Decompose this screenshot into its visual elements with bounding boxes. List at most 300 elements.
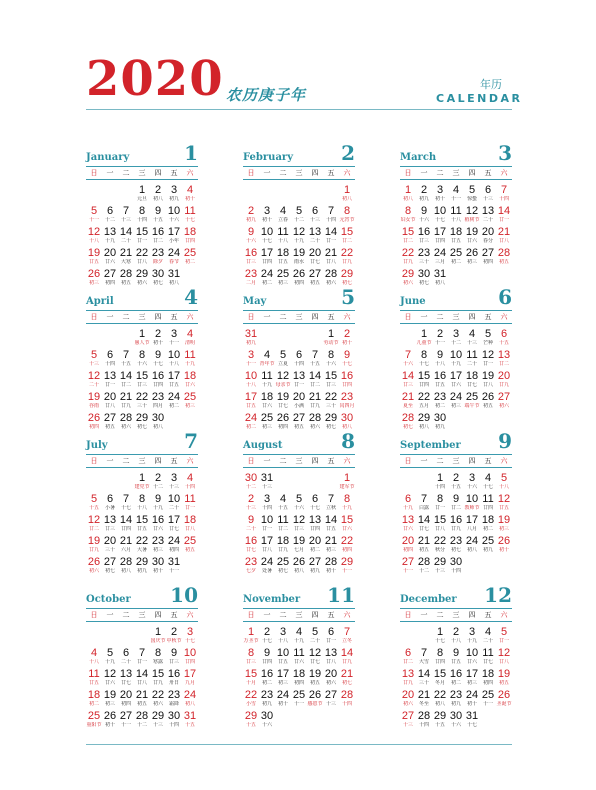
lunar-label: 廿四 [152,382,163,388]
lunar-label: 二月 [245,280,256,286]
day-number: 11 [184,349,196,361]
day-number: 30 [260,710,274,722]
lunar-label: 十八 [277,638,288,644]
lunar-label: 十六 [325,361,336,367]
day-number: 8 [404,205,412,217]
lunar-label: 廿九 [120,403,131,409]
day-number: 18 [183,370,197,382]
day-cell [182,535,198,553]
header-rule [86,109,512,110]
lunar-label: 三十 [418,680,429,686]
day-number: 30 [433,412,447,424]
weekday-header: 一 [420,457,428,465]
weekday-header: 五 [484,457,492,465]
lunar-label: 十四 [418,722,429,728]
weekday-header: 四 [468,457,476,465]
day-number: 31 [465,710,479,722]
day-number: 25 [183,535,197,547]
day-number: 16 [151,226,165,238]
lunar-year: 农历庚子年 [226,86,307,104]
day-number: 5 [90,493,98,505]
lunar-label: 初二 [261,280,272,286]
lunar-label: 初五 [482,403,493,409]
lunar-label: 初六 [402,701,413,707]
weekday-header: 五 [327,611,335,619]
day-cell [339,647,355,665]
lunar-label: 廿九 [402,259,413,265]
day-number: 12 [276,370,290,382]
month-number: 7 [184,429,198,453]
day-number: 22 [135,247,149,259]
lunar-label: 十三 [168,484,179,490]
lunar-label: 十六 [136,361,147,367]
day-number: 15 [244,668,258,680]
day-cell [339,412,355,430]
weekday-header: 四 [468,313,476,321]
lunar-label: 三十 [325,403,336,409]
day-number: 8 [343,493,351,505]
lunar-label: 十三 [245,505,256,511]
day-number: 10 [167,493,181,505]
lunar-label: 三月 [434,259,445,265]
lunar-label: 初五 [309,680,320,686]
lunar-label: 十九 [104,659,115,665]
day-number: 29 [340,556,354,568]
day-number: 16 [167,668,181,680]
day-number: 19 [292,535,306,547]
day-number: 9 [420,205,428,217]
lunar-label: 初七 [341,280,352,286]
lunar-label: 廿四 [341,382,352,388]
lunar-label: 十七 [184,638,195,644]
day-cell [339,205,355,223]
day-cell [339,226,355,244]
month-name: October [86,594,131,605]
day-number: 29 [135,268,149,280]
lunar-label: 十一 [120,722,131,728]
day-number: 26 [497,535,511,547]
weekday-header: 日 [404,169,412,177]
day-number: 8 [436,647,444,659]
weekday-header: 二 [436,611,444,619]
lunar-label: 廿二 [309,382,320,388]
lunar-label: 初十 [152,340,163,346]
lunar-label: 廿五 [277,259,288,265]
lunar-label: 廿一 [136,659,147,665]
month-number: 3 [498,141,512,165]
day-number: 3 [170,184,178,196]
day-number: 31 [167,268,181,280]
lunar-label: 廿四 [434,238,445,244]
lunar-label: 廿六 [450,382,461,388]
day-number: 1 [420,328,428,340]
lunar-label: 初二 [184,259,195,265]
lunar-label: 初三 [104,701,115,707]
weekday-header: 六 [343,611,351,619]
weekday-header: 二 [122,169,130,177]
lunar-label: 廿九 [402,680,413,686]
day-number: 17 [465,514,479,526]
day-number: 20 [324,668,338,680]
day-cell [182,668,198,686]
month-october [86,583,198,730]
month-november [243,583,355,730]
day-number: 26 [497,689,511,701]
lunar-label: 冬至 [418,701,429,707]
day-number: 7 [327,493,335,505]
day-number: 23 [244,268,258,280]
weekday-header: 五 [327,169,335,177]
nianli-label: 年历 [480,78,502,91]
lunar-label: 二十 [482,638,493,644]
lunar-label: 初八 [434,701,445,707]
weekday-header: 一 [420,169,428,177]
day-number: 27 [308,556,322,568]
day-number: 30 [167,710,181,722]
day-number: 30 [151,556,165,568]
day-number: 6 [404,493,412,505]
day-number: 27 [401,710,415,722]
lunar-label: 廿五 [136,526,147,532]
weekday-header: 一 [420,611,428,619]
lunar-label: 十七 [152,361,163,367]
month-name: September [400,440,461,451]
weekday-header: 二 [436,457,444,465]
day-cell [182,328,198,346]
lunar-label: 廿四 [482,505,493,511]
day-number: 13 [324,647,338,659]
lunar-label: 廿六 [152,526,163,532]
day-number: 21 [119,391,133,403]
month-rule-top [400,310,512,311]
lunar-label: 十四 [498,196,509,202]
lunar-label: 廿八 [482,382,493,388]
lunar-label: 十二 [450,340,461,346]
month-rule-bottom [243,621,355,622]
month-rule-bottom [400,621,512,622]
day-cell [182,391,198,409]
lunar-label: 十五 [277,505,288,511]
day-number: 6 [106,349,114,361]
lunar-label: 初七 [104,568,115,574]
lunar-label: 十七 [482,484,493,490]
day-number: 21 [401,391,415,403]
lunar-label: 初五 [498,680,509,686]
day-number: 8 [138,349,146,361]
lunar-label: 初七 [152,280,163,286]
lunar-label: 初四 [402,547,413,553]
day-number: 24 [167,247,181,259]
lunar-label: 廿四 [261,259,272,265]
day-number: 13 [497,349,511,361]
lunar-label: 劳动节 [323,340,339,346]
lunar-label: 廿三 [293,526,304,532]
lunar-label: 初二 [434,403,445,409]
weekday-header: 三 [452,611,460,619]
day-number: 5 [295,493,303,505]
lunar-label: 廿八 [434,526,445,532]
day-number: 6 [311,493,319,505]
lunar-label: 春节 [168,259,179,265]
day-number: 18 [183,514,197,526]
day-number: 8 [138,205,146,217]
month-name: April [86,296,114,307]
year-title: 2020 [86,51,224,107]
day-number: 10 [465,647,479,659]
lunar-label: 初三 [88,280,99,286]
day-number: 19 [308,668,322,680]
day-number: 17 [167,370,181,382]
lunar-label: 十八 [277,238,288,244]
day-cell [496,328,512,346]
day-number: 24 [449,391,463,403]
day-number: 6 [122,647,130,659]
lunar-label: 初八 [341,424,352,430]
weekday-header: 一 [263,169,271,177]
day-cell [496,514,512,532]
day-number: 5 [484,328,492,340]
day-number: 19 [465,226,479,238]
lunar-label: 廿五 [245,403,256,409]
day-number: 29 [244,710,258,722]
day-cell [182,647,198,665]
day-number: 25 [481,535,495,547]
lunar-label: 廿一 [498,638,509,644]
day-cell [339,349,355,367]
lunar-label: 十月 [245,680,256,686]
lunar-label: 初五 [293,424,304,430]
month-rule-bottom [400,323,512,324]
day-number: 25 [260,412,274,424]
day-cell [259,710,275,728]
lunar-label: 十三 [120,217,131,223]
weekday-header: 六 [186,457,194,465]
month-number: 2 [341,141,355,165]
day-number: 17 [449,370,463,382]
day-number: 17 [465,668,479,680]
lunar-label: 十三 [402,722,413,728]
lunar-label: 初二 [450,680,461,686]
day-number: 26 [465,247,479,259]
lunar-label: 初七 [418,280,429,286]
weekday-header: 四 [154,611,162,619]
day-number: 21 [119,535,133,547]
lunar-label: 小暑 [104,505,115,511]
weekday-header: 日 [247,457,255,465]
lunar-label: 廿五 [450,659,461,665]
lunar-label: 廿二 [277,526,288,532]
day-number: 3 [247,349,255,361]
weekday-header: 六 [343,169,351,177]
day-number: 26 [292,268,306,280]
lunar-label: 十九 [466,638,477,644]
weekday-header: 二 [122,611,130,619]
day-number: 7 [420,647,428,659]
day-number: 20 [292,391,306,403]
lunar-label: 初八 [184,701,195,707]
lunar-label: 十一 [245,361,256,367]
lunar-label: 十四 [136,217,147,223]
lunar-label: 廿四 [184,659,195,665]
day-number: 2 [452,626,460,638]
lunar-label: 中秋节 [166,638,182,644]
day-number: 3 [436,184,444,196]
day-number: 5 [106,647,114,659]
month-name: July [86,440,108,451]
lunar-label: 廿九 [88,547,99,553]
day-number: 21 [417,689,431,701]
day-number: 19 [276,391,290,403]
day-number: 18 [292,668,306,680]
lunar-label: 廿七 [245,547,256,553]
lunar-label: 廿九 [152,680,163,686]
day-cell [182,472,198,490]
lunar-label: 廿六 [402,526,413,532]
lunar-label: 初七 [341,680,352,686]
lunar-label: 廿一 [184,505,195,511]
month-rule-bottom [86,621,198,622]
lunar-label: 四月 [152,403,163,409]
lunar-label: 妇女节 [400,217,416,223]
day-number: 14 [119,226,133,238]
lunar-label: 元宵节 [339,217,355,223]
month-rule-bottom [400,467,512,468]
day-cell [339,268,355,286]
day-number: 29 [433,556,447,568]
day-number: 24 [276,689,290,701]
day-number: 17 [167,514,181,526]
lunar-label: 小雪 [245,701,256,707]
month-rule-top [86,310,198,311]
day-cell [339,535,355,553]
day-number: 16 [244,247,258,259]
day-number: 6 [311,205,319,217]
day-number: 17 [244,391,258,403]
day-number: 4 [186,184,194,196]
day-number: 3 [452,328,460,340]
day-number: 13 [308,226,322,238]
day-number: 18 [481,668,495,680]
day-number: 2 [420,184,428,196]
day-number: 23 [151,535,165,547]
lunar-label: 廿二 [120,382,131,388]
weekday-header: 六 [500,457,508,465]
day-number: 2 [154,184,162,196]
day-cell [339,370,355,388]
lunar-label: 十八 [245,382,256,388]
lunar-label: 七月 [293,547,304,553]
day-number: 24 [260,556,274,568]
lunar-label: 雨水 [293,259,304,265]
lunar-label: 秋分 [434,547,445,553]
lunar-label: 大寒 [120,259,131,265]
lunar-label: 十七 [341,361,352,367]
day-number: 28 [401,412,415,424]
day-number: 3 [263,205,271,217]
day-number: 13 [103,370,117,382]
weekday-header: 日 [247,169,255,177]
lunar-label: 十五 [309,361,320,367]
day-number: 5 [311,626,319,638]
day-number: 26 [87,412,101,424]
day-number: 4 [186,472,194,484]
day-number: 4 [279,205,287,217]
lunar-label: 立秋 [325,505,336,511]
day-number: 7 [500,184,508,196]
lunar-label: 十六 [450,722,461,728]
lunar-label: 廿八 [261,547,272,553]
weekday-header: 日 [404,457,412,465]
month-number: 10 [170,583,198,607]
lunar-label: 初十 [104,722,115,728]
lunar-label: 寒露 [152,659,163,665]
day-number: 26 [308,689,322,701]
day-number: 11 [293,647,305,659]
weekday-header: 六 [186,169,194,177]
month-rule-bottom [86,179,198,180]
day-number: 21 [308,391,322,403]
day-number: 26 [87,268,101,280]
lunar-label: 十七 [120,505,131,511]
day-number: 14 [401,370,415,382]
lunar-label: 二十 [88,382,99,388]
day-number: 6 [106,205,114,217]
day-number: 27 [324,689,338,701]
lunar-label: 十八 [168,361,179,367]
day-number: 7 [343,626,351,638]
lunar-label: 十七 [466,722,477,728]
lunar-label: 廿六 [293,659,304,665]
lunar-label: 三十 [104,547,115,553]
weekday-header: 日 [247,313,255,321]
month-february [243,141,355,288]
day-cell [496,370,512,388]
lunar-label: 廿一 [434,505,445,511]
lunar-label: 初二 [245,424,256,430]
day-cell [339,184,355,202]
day-number: 20 [103,247,117,259]
day-number: 26 [292,556,306,568]
day-number: 1 [436,472,444,484]
weekday-header: 六 [500,169,508,177]
day-number: 8 [420,349,428,361]
month-name: December [400,594,457,605]
lunar-label: 廿二 [402,238,413,244]
day-number: 23 [151,391,165,403]
lunar-label: 谷雨 [88,403,99,409]
day-cell [464,710,480,728]
lunar-label: 初四 [482,259,493,265]
lunar-label: 初二 [88,701,99,707]
lunar-label: 廿五 [325,526,336,532]
weekday-header: 日 [90,313,98,321]
weekday-header: 日 [90,611,98,619]
day-number: 14 [308,370,322,382]
lunar-label: 七夕 [245,568,256,574]
day-number: 29 [135,556,149,568]
day-cell [496,647,512,665]
lunar-label: 十五 [434,722,445,728]
day-number: 29 [324,412,338,424]
month-rule-top [86,454,198,455]
lunar-label: 十一 [293,701,304,707]
day-number: 24 [433,247,447,259]
weekday-header: 五 [170,313,178,321]
day-number: 28 [340,689,354,701]
day-number: 1 [436,626,444,638]
day-number: 6 [500,328,508,340]
month-rule-top [243,310,355,311]
